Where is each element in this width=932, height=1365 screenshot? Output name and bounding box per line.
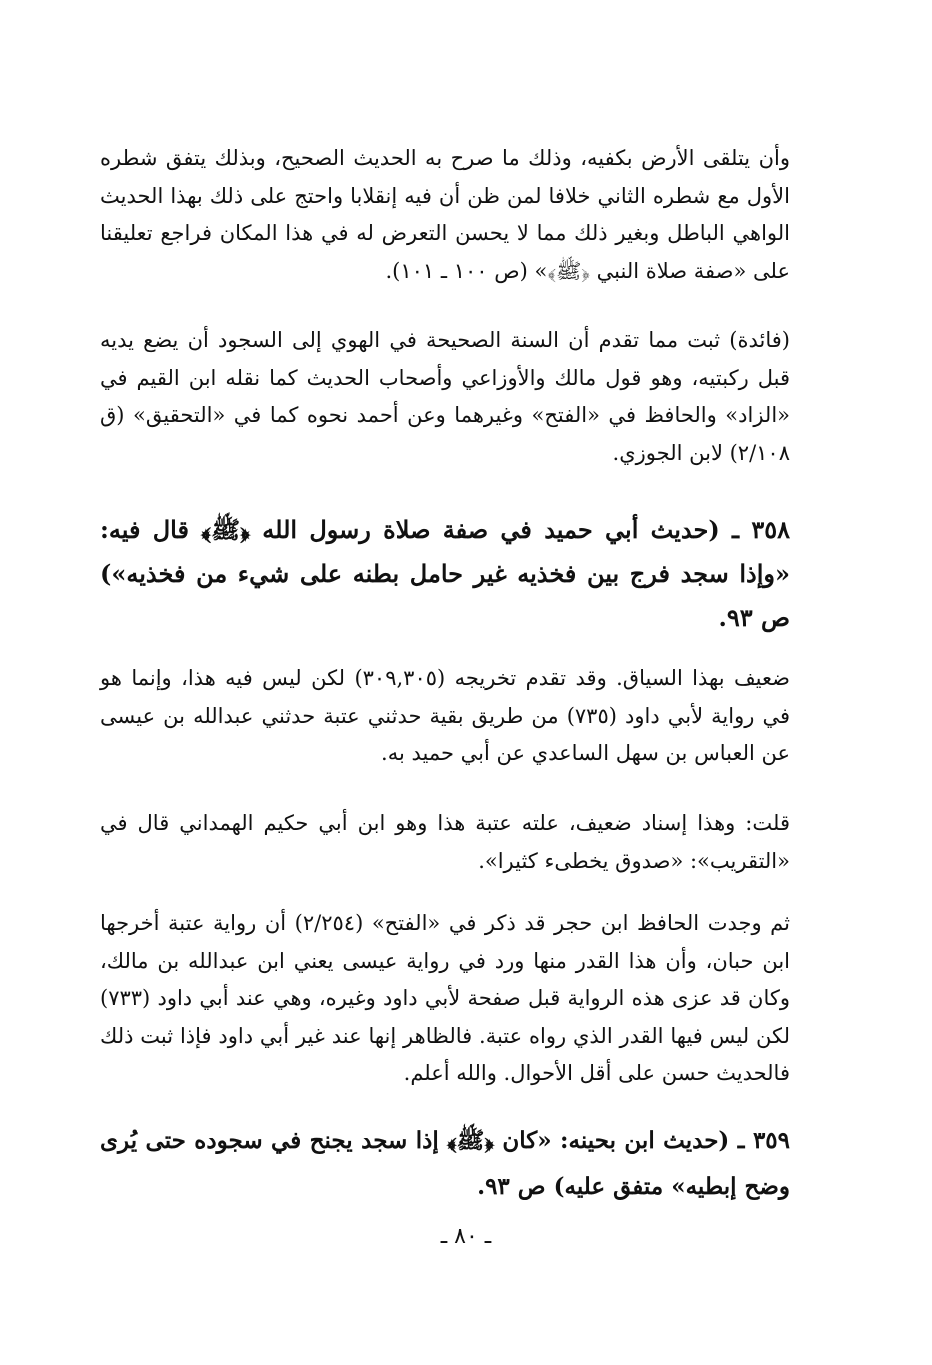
paragraph-text: قلت: وهذا إسناد ضعيف، علته عتبة هذا وهو ابن أبي حكيم الهمداني قال في «التقريب»: «صدوق يخطىء كثيرا».	[100, 811, 790, 873]
hadith-text: ٣٥٨ ـ (حديث أبي حميد في صفة صلاة رسول الله ﴿ﷺ﴾ قال فيه: «وإذا سجد فرج بين فخذيه غير حامل بطنه على شيء من فخذيه») ص ٩٣.	[100, 515, 790, 632]
paragraph-text: ثم وجدت الحافظ ابن حجر قد ذكر في «الفتح» (٢/٢٥٤) أن رواية عتبة أخرجها ابن حبان، وأن هذا القدر منها ورد في رواية عيسى يعني ابن عبدالله بن مالك، وكان قد عزى هذه الرواية قبل صفحة لأبي داود وغيره، وهي عند أبي داود (٧٣٣) لكن ليس فيها القدر الذي رواه عتبة. فالظاهر إنها عند غير أبي داود فإذا ثبت ذلك فالحديث حسن على أقل الأحوال. والله أعلم.	[100, 911, 790, 1086]
paragraph-text: ضعيف بهذا السياق. وقد تقدم تخريجه (٣٠٩,٣٠٥) لكن ليس فيه هذا، وإنما هو في رواية لأبي داود (٧٣٥) من طريق بقية حدثني عتبة حدثني عبدالله بن عيسى عن العباس بن سهل الساعدي عن أبي حميد به.	[100, 666, 790, 766]
paragraph-isnad-note	[100, 805, 790, 880]
hadith-heading-358	[100, 508, 790, 640]
hadith-text: ٣٥٩ ـ (حديث ابن بحينه: «كان ﴿ﷺ﴾ إذا سجد يجنح في سجوده حتى يُرى وضح إبطيه» متفق عليه) ص ٩٣.	[100, 1127, 790, 1200]
paragraph-text: (فائدة) ثبت مما تقدم أن السنة الصحيحة في الهوي إلى السجود أن يضع يديه قبل ركبتيه، وهو قول مالك والأوزاعي وأصحاب الحديث كما نقله ابن القيم في «الزاد» والحافظ في «الفتح» وغيرهما وعن أحمد نحوه كما في «التحقيق» (ق ٢/١٠٨) لابن الجوزي.	[100, 328, 790, 465]
page-number: ـ ٨٠ ـ	[440, 1224, 492, 1249]
hadith-heading-359	[100, 1118, 790, 1210]
paragraph-text: وأن يتلقى الأرض بكفيه، وذلك ما صرح به الحديث الصحيح، وبذلك يتفق شطره الأول مع شطره الثاني خلافا لمن ظن أن فيه إنقلابا واحتج على ذلك بهذا الحديث الواهي الباطل وبغير ذلك مما لا يحسن التعرض له في هذا المكان فراجع تعليقنا على «صفة صلاة النبي ﴿ﷺ﴾» (ص ١٠٠ ـ ١٠١).	[100, 146, 790, 283]
paragraph-fath-note	[100, 905, 790, 1093]
paragraph-prostration-note	[100, 140, 790, 290]
paragraph-benefit-note	[100, 322, 790, 472]
paragraph-grading-358	[100, 660, 790, 773]
